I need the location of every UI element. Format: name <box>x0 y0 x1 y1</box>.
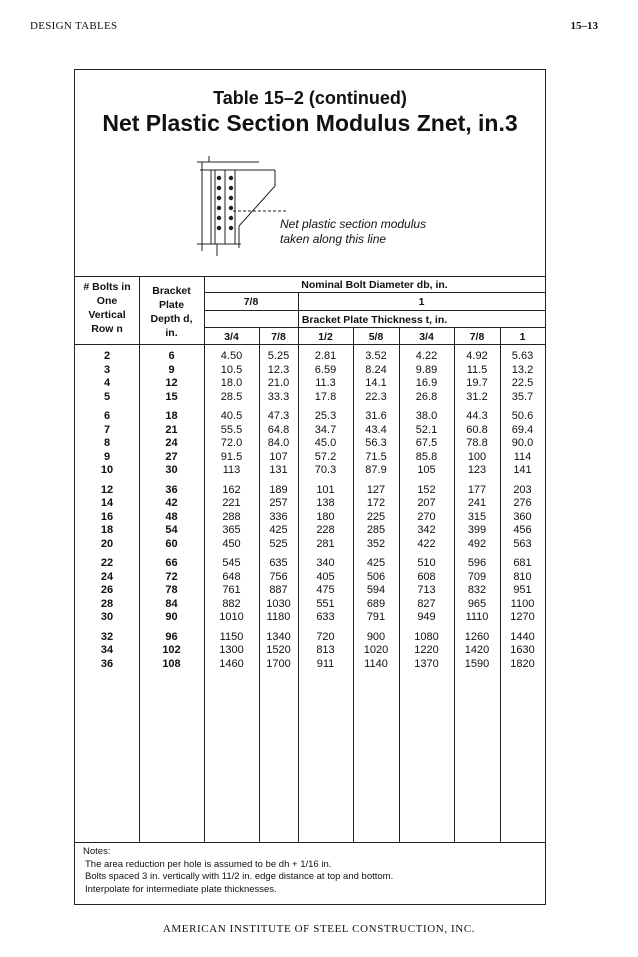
znet-cell: 13.2 <box>511 363 534 376</box>
depth-cell: 15 <box>165 390 178 403</box>
znet-cell: 965 <box>467 597 487 610</box>
znet-cell: 141 <box>513 464 532 476</box>
znet-cell: 114 <box>513 450 532 463</box>
grid-line <box>75 842 545 843</box>
znet-cell: 34.7 <box>314 423 337 436</box>
znet-cell: 810 <box>513 570 532 583</box>
znet-cell: 648 <box>222 570 241 583</box>
znet-cell: 720 <box>316 630 335 643</box>
bolts-cell: 6 <box>103 410 111 422</box>
bolts-cell: 16 <box>100 510 114 523</box>
bolts-cell: 14 <box>100 497 114 509</box>
znet-cell: 1420 <box>464 644 490 656</box>
znet-cell: 6.59 <box>314 363 337 376</box>
znet-cell: 257 <box>269 497 288 509</box>
running-header-left: DESIGN TABLES <box>30 20 118 32</box>
znet-cell: 492 <box>467 537 487 550</box>
znet-cell: 85.8 <box>415 450 438 463</box>
notes-title: Notes: <box>83 846 111 857</box>
znet-cell: 90.0 <box>511 437 534 449</box>
znet-cell: 22.5 <box>511 377 534 389</box>
depth-cell: 42 <box>165 497 178 509</box>
znet-cell: 5.63 <box>511 350 534 362</box>
znet-cell: 17.8 <box>314 390 337 403</box>
thickness-header-cell: 5/8 <box>368 331 384 343</box>
publisher-footer: AMERICAN INSTITUTE OF STEEL CONSTRUCTION, INC. <box>162 923 476 935</box>
znet-cell: 1220 <box>414 644 439 656</box>
znet-cell: 1590 <box>464 657 490 670</box>
znet-cell: 221 <box>222 497 241 509</box>
znet-cell: 162 <box>222 483 241 496</box>
bolts-header-line: One <box>96 295 118 307</box>
znet-cell: 405 <box>316 570 335 583</box>
znet-cell: 207 <box>417 497 436 509</box>
znet-cell: 1700 <box>266 657 291 670</box>
bolts-cell: 5 <box>103 390 111 403</box>
znet-cell: 78.8 <box>466 437 488 449</box>
znet-cell: 16.9 <box>415 377 438 389</box>
thickness-header-cell: 1/2 <box>318 331 333 343</box>
znet-cell: 33.3 <box>267 390 290 403</box>
znet-cell: 2.81 <box>314 350 337 362</box>
znet-cell: 69.4 <box>511 423 534 436</box>
znet-cell: 1460 <box>219 657 244 670</box>
znet-cell: 551 <box>316 597 335 610</box>
znet-cell: 949 <box>417 611 436 623</box>
notes <box>83 846 393 896</box>
znet-cell: 456 <box>513 524 532 536</box>
depth-cell: 18 <box>165 410 178 422</box>
note-line: Bolts spaced 3 in. vertically with 11/2 in. edge distance at top and bottom. <box>85 871 394 882</box>
bolts-cell: 26 <box>100 584 114 596</box>
data-table <box>75 276 545 842</box>
depth-cell: 84 <box>165 597 178 610</box>
grid-line <box>75 276 545 277</box>
depth-cell: 24 <box>165 437 178 449</box>
depth-cell: 9 <box>168 363 175 376</box>
znet-cell: 25.3 <box>314 410 337 422</box>
bolts-cell: 8 <box>103 437 111 449</box>
znet-cell: 45.0 <box>314 437 337 449</box>
note-line: The area reduction per hole is assumed to be dh + 1/16 in. <box>85 858 332 870</box>
znet-cell: 832 <box>467 584 487 596</box>
znet-cell: 887 <box>269 584 288 596</box>
bracket-header-line: Bracket <box>152 285 191 297</box>
znet-cell: 31.6 <box>365 410 387 422</box>
znet-cell: 791 <box>366 611 386 623</box>
znet-cell: 1080 <box>414 630 439 643</box>
znet-cell: 64.8 <box>267 423 290 436</box>
znet-cell: 827 <box>417 597 436 610</box>
znet-cell: 689 <box>366 597 386 610</box>
znet-cell: 241 <box>467 497 487 509</box>
znet-cell: 5.25 <box>267 350 290 362</box>
bolts-cell: 4 <box>103 377 111 389</box>
znet-cell: 228 <box>316 524 335 536</box>
depth-cell: 12 <box>165 377 178 389</box>
znet-cell: 422 <box>417 537 436 550</box>
bracket-header-line: Plate <box>158 299 185 311</box>
znet-cell: 1140 <box>364 657 388 670</box>
grid-line <box>204 292 545 293</box>
depth-cell: 27 <box>165 450 178 463</box>
depth-cell: 108 <box>162 657 181 670</box>
znet-cell: 1110 <box>465 611 489 623</box>
znet-cell: 60.8 <box>466 423 488 436</box>
znet-cell: 56.3 <box>365 437 387 449</box>
bracket-header-line: in. <box>165 327 178 339</box>
znet-cell: 563 <box>513 537 532 550</box>
bolts-cell: 32 <box>100 630 114 643</box>
znet-cell: 8.24 <box>365 363 387 376</box>
grid-line <box>75 344 545 345</box>
znet-cell: 152 <box>417 483 436 496</box>
znet-cell: 84.0 <box>267 437 290 449</box>
znet-cell: 55.5 <box>220 423 243 436</box>
znet-cell: 1020 <box>363 644 389 656</box>
depth-cell: 60 <box>165 537 178 550</box>
znet-cell: 1630 <box>510 644 535 656</box>
znet-cell: 40.5 <box>220 410 243 422</box>
znet-cell: 911 <box>316 657 335 670</box>
znet-cell: 9.89 <box>415 363 438 376</box>
thickness-header: Bracket Plate Thickness t, in. <box>301 314 448 326</box>
depth-cell: 36 <box>165 483 178 496</box>
znet-cell: 105 <box>417 464 436 476</box>
znet-cell: 709 <box>467 570 487 583</box>
znet-cell: 203 <box>513 483 532 496</box>
bolts-cell: 22 <box>100 557 114 569</box>
znet-cell: 1030 <box>266 597 291 610</box>
znet-cell: 225 <box>366 510 386 523</box>
znet-cell: 1100 <box>510 597 535 610</box>
znet-cell: 633 <box>316 611 335 623</box>
znet-cell: 1260 <box>464 630 490 643</box>
znet-cell: 180 <box>316 510 335 523</box>
znet-cell: 525 <box>269 537 288 550</box>
bolts-cell: 2 <box>103 350 111 362</box>
znet-cell: 475 <box>316 584 335 596</box>
bolts-header-line: # Bolts in <box>83 281 131 293</box>
diameter-group-1: 1 <box>418 296 425 308</box>
znet-cell: 506 <box>366 570 386 583</box>
znet-cell: 3.52 <box>365 350 387 362</box>
thickness-header-cell: 7/8 <box>271 331 286 343</box>
znet-cell: 57.2 <box>314 450 337 463</box>
znet-cell: 72.0 <box>220 437 243 449</box>
bolts-cell: 28 <box>100 597 114 610</box>
znet-cell: 340 <box>316 557 335 569</box>
znet-cell: 71.5 <box>365 450 387 463</box>
znet-cell: 608 <box>417 570 436 583</box>
bolts-cell: 18 <box>100 524 114 536</box>
znet-cell: 31.2 <box>466 390 488 403</box>
znet-cell: 50.6 <box>511 410 534 422</box>
depth-cell: 21 <box>165 423 178 436</box>
znet-cell: 813 <box>316 644 335 656</box>
znet-cell: 67.5 <box>415 437 438 449</box>
znet-cell: 100 <box>467 450 487 463</box>
bolts-cell: 9 <box>103 450 111 463</box>
znet-cell: 342 <box>417 524 436 536</box>
znet-cell: 11.5 <box>466 363 488 376</box>
znet-cell: 713 <box>417 584 436 596</box>
depth-cell: 6 <box>168 350 175 362</box>
znet-cell: 52.1 <box>415 423 438 436</box>
znet-cell: 352 <box>366 537 386 550</box>
znet-cell: 28.5 <box>220 390 243 403</box>
caption-line-1: Net plastic section modulus <box>280 217 427 231</box>
znet-cell: 1180 <box>266 611 291 623</box>
znet-cell: 172 <box>366 497 386 509</box>
bolts-cell: 36 <box>100 657 114 670</box>
znet-cell: 70.3 <box>314 464 337 476</box>
znet-cell: 596 <box>467 557 487 569</box>
znet-cell: 276 <box>513 497 532 509</box>
bolts-header-line: Row n <box>91 323 123 335</box>
znet-cell: 4.50 <box>220 350 243 362</box>
nominal-diameter-header: Nominal Bolt Diameter db, in. <box>301 279 448 291</box>
znet-cell: 35.7 <box>511 390 534 403</box>
bracket-header-line: Depth d, <box>150 313 193 325</box>
depth-cell: 30 <box>165 464 178 476</box>
znet-cell: 101 <box>316 483 335 496</box>
znet-cell: 510 <box>417 557 436 569</box>
diagram-caption <box>280 217 426 247</box>
znet-cell: 1010 <box>219 611 244 623</box>
znet-cell: 43.4 <box>365 423 387 436</box>
bolts-cell: 12 <box>100 483 114 496</box>
znet-cell: 285 <box>366 524 386 536</box>
thickness-header-cell: 3/4 <box>224 331 239 343</box>
depth-cell: 96 <box>165 630 178 643</box>
znet-cell: 18.0 <box>220 377 243 389</box>
znet-cell: 177 <box>467 483 487 496</box>
znet-cell: 288 <box>222 510 241 523</box>
znet-cell: 545 <box>222 557 241 569</box>
znet-cell: 594 <box>366 584 386 596</box>
bolts-cell: 10 <box>100 464 114 476</box>
bolts-cell: 3 <box>103 363 111 376</box>
znet-cell: 38.0 <box>415 410 438 422</box>
znet-cell: 425 <box>269 524 288 536</box>
znet-cell: 14.1 <box>365 377 387 389</box>
znet-cell: 189 <box>269 483 288 496</box>
znet-cell: 113 <box>222 464 241 476</box>
znet-cell: 425 <box>366 557 386 569</box>
page-number: 15–13 <box>570 20 598 32</box>
znet-cell: 107 <box>269 450 288 463</box>
znet-cell: 22.3 <box>365 390 387 403</box>
thickness-header-cell: 7/8 <box>469 331 485 343</box>
bolts-cell: 20 <box>100 537 114 550</box>
znet-cell: 1270 <box>510 611 535 623</box>
znet-cell: 900 <box>366 630 386 643</box>
table-frame <box>74 69 546 905</box>
bolts-header-line: Vertical <box>88 309 126 321</box>
znet-cell: 450 <box>222 537 241 550</box>
znet-cell: 4.92 <box>466 350 488 362</box>
bolts-cell: 7 <box>103 423 111 436</box>
diameter-group-7-8: 7/8 <box>243 296 259 308</box>
table-number: Table 15–2 (continued) <box>213 88 407 108</box>
znet-cell: 360 <box>513 510 532 523</box>
znet-cell: 270 <box>417 510 436 523</box>
znet-cell: 1370 <box>414 657 439 670</box>
znet-cell: 336 <box>269 510 288 523</box>
znet-cell: 315 <box>467 510 487 523</box>
znet-cell: 12.3 <box>267 363 290 376</box>
caption-line-2: taken along this line <box>280 232 387 246</box>
depth-cell: 102 <box>162 644 181 656</box>
depth-cell: 54 <box>165 524 178 536</box>
depth-cell: 48 <box>165 510 178 523</box>
grid-line <box>204 327 545 328</box>
znet-cell: 19.7 <box>466 377 488 389</box>
znet-cell: 127 <box>366 483 386 496</box>
znet-cell: 681 <box>513 557 532 569</box>
znet-cell: 138 <box>316 497 335 509</box>
znet-cell: 11.3 <box>315 377 336 389</box>
bolts-cell: 30 <box>100 611 114 623</box>
znet-cell: 951 <box>513 584 532 596</box>
depth-cell: 66 <box>165 557 178 569</box>
znet-cell: 4.22 <box>415 350 438 362</box>
znet-cell: 281 <box>316 537 335 550</box>
znet-cell: 635 <box>269 557 288 569</box>
znet-cell: 47.3 <box>267 410 290 422</box>
znet-cell: 1340 <box>266 630 291 643</box>
depth-cell: 90 <box>165 611 178 623</box>
znet-cell: 1820 <box>510 657 535 670</box>
bolts-cell: 24 <box>100 570 114 583</box>
znet-cell: 87.9 <box>365 464 387 476</box>
depth-cell: 72 <box>165 570 178 583</box>
znet-cell: 10.5 <box>220 363 243 376</box>
znet-cell: 1520 <box>266 644 291 656</box>
znet-cell: 1150 <box>219 630 244 643</box>
bolts-cell: 34 <box>100 644 114 656</box>
znet-cell: 26.8 <box>415 390 438 403</box>
znet-cell: 756 <box>269 570 288 583</box>
znet-cell: 399 <box>467 524 487 536</box>
thickness-header-cell: 3/4 <box>419 331 434 343</box>
znet-cell: 21.0 <box>267 377 290 389</box>
table-title: Net Plastic Section Modulus Znet, in.3 <box>102 110 518 136</box>
znet-cell: 91.5 <box>220 450 243 463</box>
znet-cell: 1440 <box>510 630 535 643</box>
znet-cell: 44.3 <box>466 410 488 422</box>
znet-cell: 131 <box>269 464 288 476</box>
grid-line <box>204 310 545 311</box>
znet-cell: 1300 <box>219 644 244 656</box>
znet-cell: 365 <box>222 524 241 536</box>
thickness-header-cell: 1 <box>519 331 526 343</box>
znet-cell: 882 <box>222 597 241 610</box>
note-line: Interpolate for intermediate plate thicknesses. <box>85 883 277 895</box>
znet-cell: 761 <box>222 584 241 596</box>
depth-cell: 78 <box>165 584 178 596</box>
znet-cell: 123 <box>467 464 487 476</box>
